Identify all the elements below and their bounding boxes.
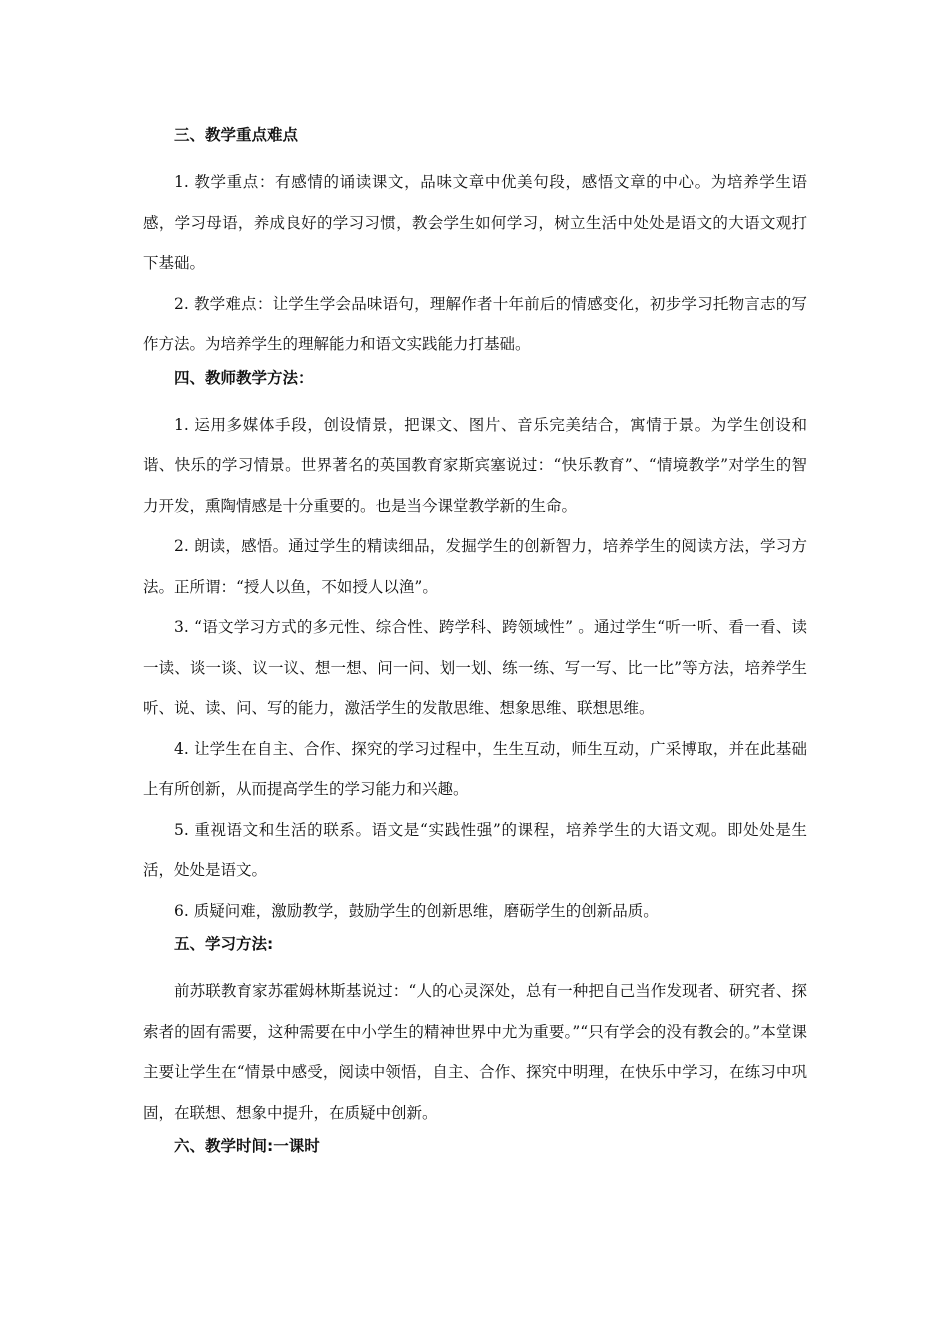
paragraph-method-5: 5. 重视语文和生活的联系。语文是“实践性强”的课程，培养学生的大语文观。即处处是生活，处处是语文。 (143, 820, 807, 879)
section-heading-teaching-time: 六、教学时间:一课时 (174, 1137, 320, 1155)
paragraph-method-4: 4. 让学生在自主、合作、探究的学习过程中，生生互动，师生互动，广采博取，并在此基础上有所创新，从而提高学生的学习能力和兴趣。 (143, 739, 807, 798)
section-heading-teaching-focus: 三、教学重点难点 (174, 126, 299, 144)
paragraph-learning-methods: 前苏联教育家苏霍姆林斯基说过：“人的心灵深处，总有一种把自己当作发现者、研究者、探索者的固有需要，这种需要在中小学生的精神世界中尤为重要。”“只有学会的没有教会的。”本堂课主要让学生在“情景中感受，阅读中领悟，自主、合作、探究中明理，在快乐中学习，在练习中巩固，在联想、想象中提升，在质疑中创新。 (143, 982, 807, 1122)
paragraph-method-3: 3. “语文学习方式的多元性、综合性、跨学科、跨领域性” 。通过学生“听一听、看一看、读一读、谈一谈、议一议、想一想、问一问、划一划、练一练、写一写、比一比”等方法，培养学生听、说、读、问、写的能力，激活学生的发散思维、想象思维、联想思维。 (143, 618, 807, 717)
section-heading-learning-methods: 五、学习方法: (174, 935, 274, 953)
paragraph-method-2: 2. 朗读，感悟。通过学生的精读细品，发掘学生的创新智力，培养学生的阅读方法，学习方法。正所谓：“授人以鱼，不如授人以渔”。 (143, 537, 807, 596)
paragraph-method-6: 6. 质疑问难，激励教学，鼓励学生的创新思维，磨砺学生的创新品质。 (174, 901, 659, 920)
paragraph-method-1: 1. 运用多媒体手段，创设情景，把课文、图片、音乐完美结合，寓情于景。为学生创设和谐、快乐的学习情景。世界著名的英国教育家斯宾塞说过：“快乐教育”、“情境教学”对学生的智力开发，熏陶情感是十分重要的。也是当今课堂教学新的生命。 (143, 415, 807, 515)
paragraph-teaching-key-point: 1. 教学重点：有感情的诵读课文，品味文章中优美句段，感悟文章的中心。为培养学生语感，学习母语，养成良好的学习习惯，教会学生如何学习，树立生活中处处是语文的大语文观打下基础。 (143, 173, 807, 272)
paragraph-teaching-difficulty: 2. 教学难点：让学生学会品味语句，理解作者十年前后的情感变化，初步学习托物言志的写作方法。为培养学生的理解能力和语文实践能力打基础。 (143, 294, 807, 353)
document-body (143, 122, 807, 1173)
section-heading-teaching-methods: 四、教师教学方法： (174, 368, 314, 387)
